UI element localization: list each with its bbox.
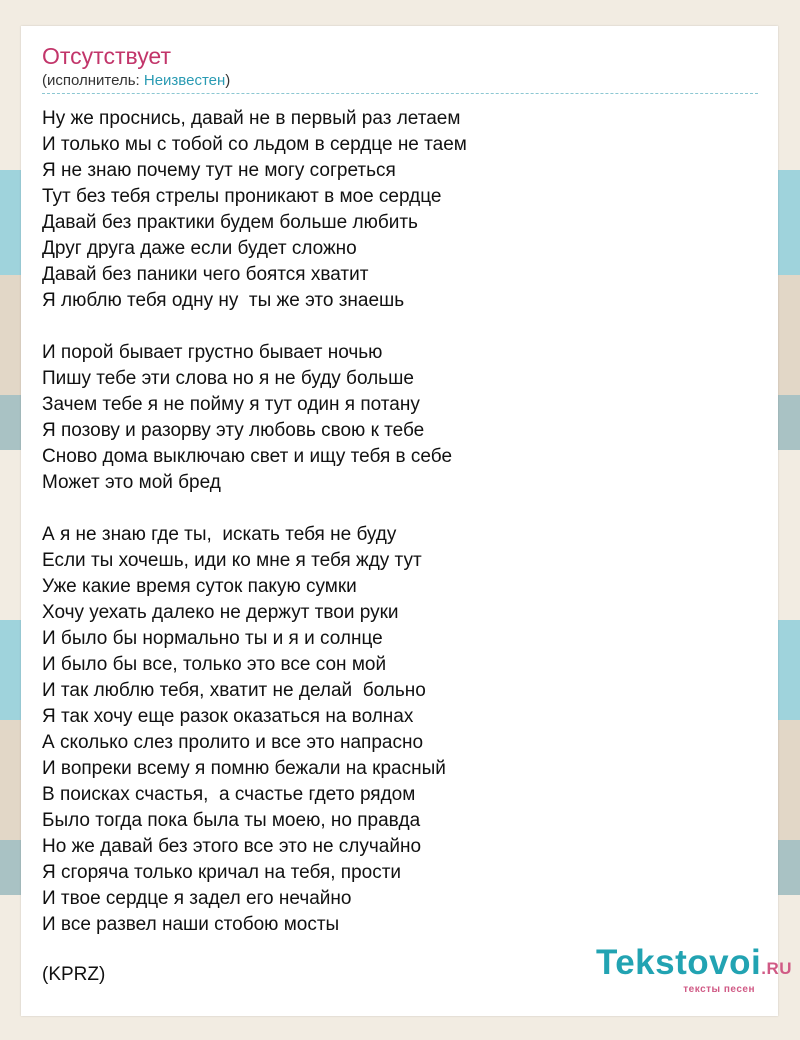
lyric-line: Может это мой бред: [42, 472, 221, 493]
lyric-line: И только мы с тобой со льдом в сердце не таем: [42, 134, 467, 155]
lyric-line: И твое сердце я задел его нечайно: [42, 888, 352, 909]
lyric-line: Пишу тебе эти слова но я не буду больше: [42, 368, 414, 389]
lyric-line: А я не знаю где ты, искать тебя не буду: [42, 524, 397, 545]
logo-tld: .RU: [761, 959, 792, 978]
logo-wordmark: [596, 944, 792, 988]
stanza-gap: [42, 496, 752, 522]
lyric-line: И вопреки всему я помню бежали на красный: [42, 758, 446, 779]
lyric-line: И так люблю тебя, хватит не делай больно: [42, 680, 426, 701]
lyric-line: А сколько слез пролито и все это напрасно: [42, 732, 424, 753]
lyric-line: Давай без паники чего боятся хватит: [42, 264, 369, 285]
lyrics-card: [21, 26, 778, 1016]
lyric-line: Я так хочу еще разок оказаться на волнах: [42, 706, 414, 727]
lyric-line: В поисках счастья, а счастье гдето рядом: [42, 784, 416, 805]
song-title: Отсутствует: [42, 43, 171, 69]
lyric-line: И все развел наши стобою мосты: [42, 914, 340, 935]
lyric-line: Хочу уехать далеко не держут твои руки: [42, 602, 399, 623]
lyric-line: Ну же проснись, давай не в первый раз летаем: [42, 108, 461, 129]
lyric-line: И было бы все, только это все сон мой: [42, 654, 387, 675]
artist-line: [42, 71, 230, 91]
artist-prefix: (исполнитель:: [42, 72, 144, 89]
lyric-line: Но же давай без этого все это не случайно: [42, 836, 422, 857]
lyric-line: Если ты хочешь, иди ко мне я тебя жду тут: [42, 550, 422, 571]
lyric-line: Давай без практики будем больше любить: [42, 212, 418, 233]
lyric-line: Сново дома выключаю свет и ищу тебя в себе: [42, 446, 453, 467]
lyric-line: Я люблю тебя одну ну ты же это знаешь: [42, 290, 405, 311]
lyric-line: Было тогда пока была ты моею, но правда: [42, 810, 421, 831]
lyric-line: Зачем тебе я не пойму я тут один я потану: [42, 394, 420, 415]
lyric-line: И было бы нормально ты и я и солнце: [42, 628, 383, 649]
lyric-line: Я сгоряча только кричал на тебя, прости: [42, 862, 402, 883]
lyrics-author: (KPRZ): [42, 964, 106, 985]
site-logo[interactable]: [596, 944, 792, 995]
lyric-line: Я позову и разорву эту любовь свою к тебе: [42, 420, 425, 441]
lyric-line: Тут без тебя стрелы проникают в мое сердце: [42, 186, 442, 207]
lyrics-body: [42, 106, 752, 938]
artist-link[interactable]: Неизвестен: [143, 72, 226, 89]
lyric-line: Я не знаю почему тут не могу согреться: [42, 160, 396, 181]
title-divider: [42, 93, 758, 94]
logo-name: Tekstovoi: [595, 943, 762, 982]
logo-tagline: тексты песен: [683, 984, 755, 995]
artist-suffix: ): [225, 72, 231, 89]
stanza-gap: [42, 314, 752, 340]
lyric-line: Друг друга даже если будет сложно: [42, 238, 357, 259]
lyric-line: Уже какие время суток пакую сумки: [42, 576, 357, 597]
lyric-line: И порой бывает грустно бывает ночью: [42, 342, 383, 363]
